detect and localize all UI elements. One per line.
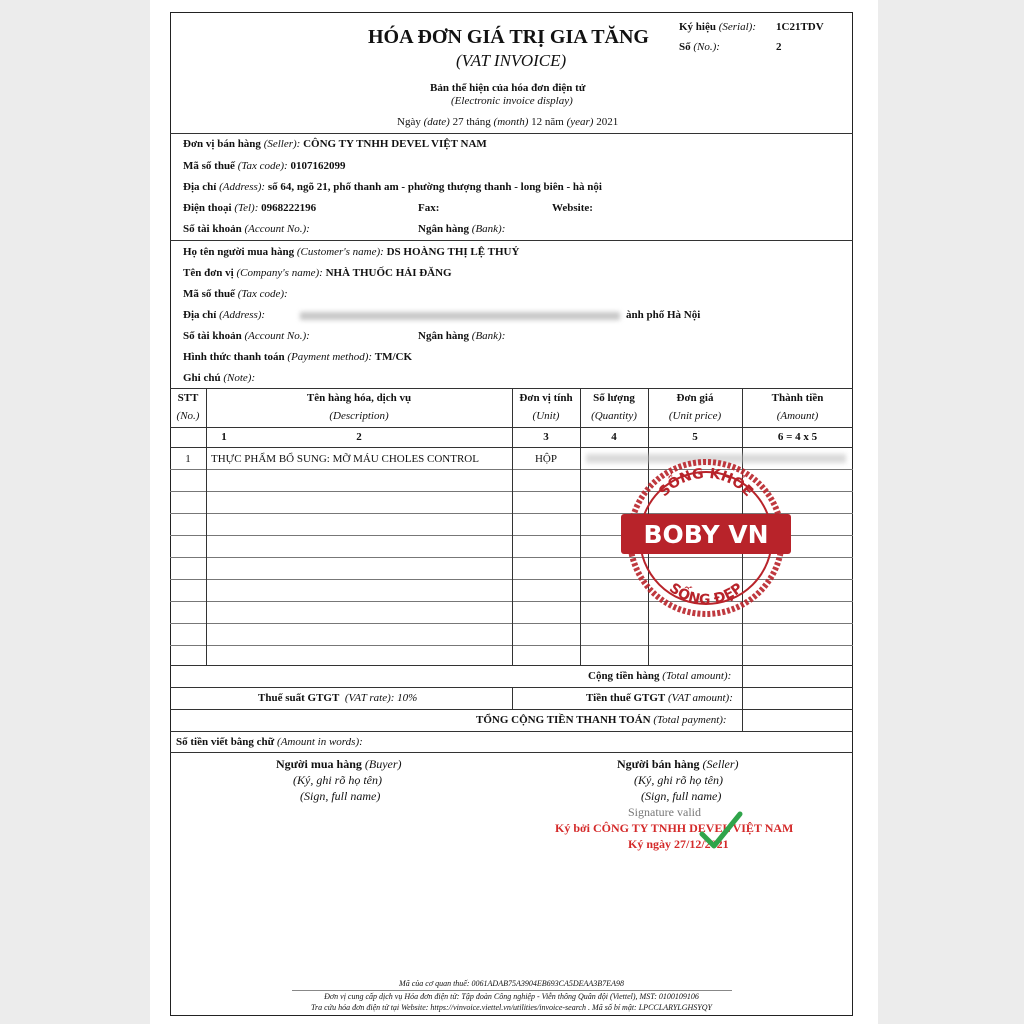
seller-sign-en: (Sign, full name)	[641, 789, 722, 803]
redacted-address	[300, 312, 620, 320]
footer-provider: Đơn vị cung cấp dịch vụ Hóa đơn điện tử: Tập đoàn Công nghiệp - Viễn thông Quân đội (Viettel), MST: 0100109106	[324, 992, 699, 1001]
invoice-subtitle: (VAT INVOICE)	[456, 51, 567, 70]
table-line	[170, 731, 853, 732]
seller-name-row: Đơn vị bán hàng (Seller): CÔNG TY TNHH DEVEL VIỆT NAM	[183, 138, 487, 150]
col-num-1: 1	[221, 431, 227, 443]
seller-bank-row: Ngân hàng (Bank):	[418, 223, 506, 235]
row-1-unit: HỘP	[534, 453, 557, 465]
col-header-unit-price: Đơn giá	[676, 392, 714, 404]
seller-address-row: Địa chỉ (Address): số 64, ngõ 21, phố thanh am - phường thượng thanh - long biên - hà nội	[183, 181, 602, 193]
vat-amount-label: Tiền thuế GTGT (VAT amount):	[586, 692, 733, 704]
row-1-no: 1	[185, 453, 191, 465]
buyer-account-row: Số tài khoản (Account No.):	[183, 330, 310, 342]
buyer-company-row: Tên đơn vị (Company's name): NHÀ THUỐC HẢI ĐĂNG	[183, 267, 452, 279]
total-amount-label: Cộng tiền hàng (Total amount):	[588, 670, 732, 682]
display-vi: Bản thể hiện của hóa đơn điện tử	[430, 82, 586, 94]
seller-sign-vi: (Ký, ghi rõ họ tên)	[634, 773, 723, 787]
col-header-description: Tên hàng hóa, dịch vụ	[306, 392, 412, 404]
number-value: 2	[776, 41, 782, 53]
buyer-tax-row: Mã số thuế (Tax code):	[183, 288, 288, 300]
buyer-sign-en: (Sign, full name)	[300, 789, 381, 803]
col-line	[512, 388, 513, 665]
seller-website-label: Website:	[552, 202, 593, 214]
row-1-description: THỰC PHẨM BỔ SUNG: MỠ MÁU CHOLES CONTROL	[211, 453, 479, 465]
buyer-sign-vi: (Ký, ghi rõ họ tên)	[293, 773, 382, 787]
col-num-2: 2	[356, 431, 362, 443]
serial-label: Ký hiệu (Serial):	[679, 21, 756, 33]
footer-divider	[292, 990, 732, 991]
table-line	[170, 665, 853, 666]
col-header-amount: Thành tiền	[771, 392, 824, 404]
buyer-signature-title: Người mua hàng (Buyer)	[276, 757, 402, 771]
display-en: (Electronic invoice display)	[451, 95, 573, 107]
table-line	[170, 709, 853, 710]
table-line	[170, 752, 853, 753]
buyer-payment-row: Hình thức thanh toán (Payment method): TM/CK	[183, 351, 413, 363]
col-header-no: STT	[177, 392, 199, 404]
stamp-top-text: SỐNG KHỎE	[656, 465, 757, 500]
col-num-6: 6 = 4 x 5	[777, 431, 818, 443]
number-label: Số (No.):	[679, 41, 720, 53]
col-num-3: 3	[543, 431, 549, 443]
vat-rate-row: Thuế suất GTGT (VAT rate): 10%	[258, 692, 418, 704]
divider	[170, 240, 853, 241]
col-num-4: 4	[611, 431, 617, 443]
signature-check-icon	[698, 808, 744, 854]
buyer-address-visible: ành phố Hà Nội	[626, 309, 701, 321]
boby-vn-stamp	[615, 450, 797, 620]
col-header-unit: Đơn vị tính	[519, 392, 573, 404]
col-line	[206, 388, 207, 665]
col-header-unit-price-en: (Unit price)	[668, 410, 722, 422]
signed-by: Ký bởi CÔNG TY TNHH DEVEL VIỆT NAM	[555, 821, 794, 835]
col-header-amount-en: (Amount)	[776, 410, 819, 422]
buyer-name-row: Họ tên người mua hàng (Customer's name): DS HOÀNG THỊ LỆ THUỶ	[183, 246, 520, 258]
seller-tel-row: Điện thoại (Tel): 0968222196	[183, 202, 317, 214]
signed-date: Ký ngày 27/12/2021	[628, 837, 729, 851]
buyer-note-row: Ghi chú (Note):	[183, 372, 256, 384]
col-header-description-en: (Description)	[329, 410, 389, 422]
buyer-address-row: Địa chỉ (Address):	[183, 309, 266, 321]
footer-lookup-line: Tra cứu hóa đơn điện tử tại Website: https://vinvoice.viettel.vn/utilities/invoice-search . Mã số bí mật: LPCCLARYLGHSYQY	[311, 1003, 712, 1012]
seller-fax-label: Fax:	[418, 202, 440, 214]
col-header-no-en: (No.)	[176, 410, 200, 422]
col-header-unit-en: (Unit)	[532, 410, 560, 422]
amount-in-words-label: Số tiền viết bằng chữ (Amount in words):	[176, 736, 363, 748]
footer-lookup-code: Mã của cơ quan thuế: 0061ADAB75A3904EB693CA5DEAA3B7EA98	[399, 979, 624, 988]
stamp-bottom-text: SỐNG ĐẸP	[666, 580, 746, 609]
total-payment-label: TỔNG CỘNG TIỀN THANH TOÁN (Total payment):	[476, 714, 727, 726]
col-header-quantity-en: (Quantity)	[591, 410, 637, 422]
col-line	[580, 388, 581, 665]
buyer-bank-row: Ngân hàng (Bank):	[418, 330, 506, 342]
signature-valid: Signature valid	[628, 805, 701, 819]
serial-value: 1C21TDV	[776, 21, 824, 33]
invoice-title: HÓA ĐƠN GIÁ TRỊ GIA TĂNG	[368, 26, 649, 48]
col-header-quantity: Số lượng	[593, 392, 635, 404]
invoice-date: Ngày (date) 27 tháng (month) 12 năm (year) 2021	[397, 116, 619, 128]
divider	[170, 133, 853, 134]
seller-account-row: Số tài khoản (Account No.):	[183, 223, 310, 235]
seller-signature-title: Người bán hàng (Seller)	[617, 757, 739, 771]
col-line	[512, 687, 513, 709]
col-num-5: 5	[692, 431, 698, 443]
stamp-middle-text: BOBY VN	[643, 520, 769, 549]
seller-tax-row: Mã số thuế (Tax code): 0107162099	[183, 160, 346, 172]
